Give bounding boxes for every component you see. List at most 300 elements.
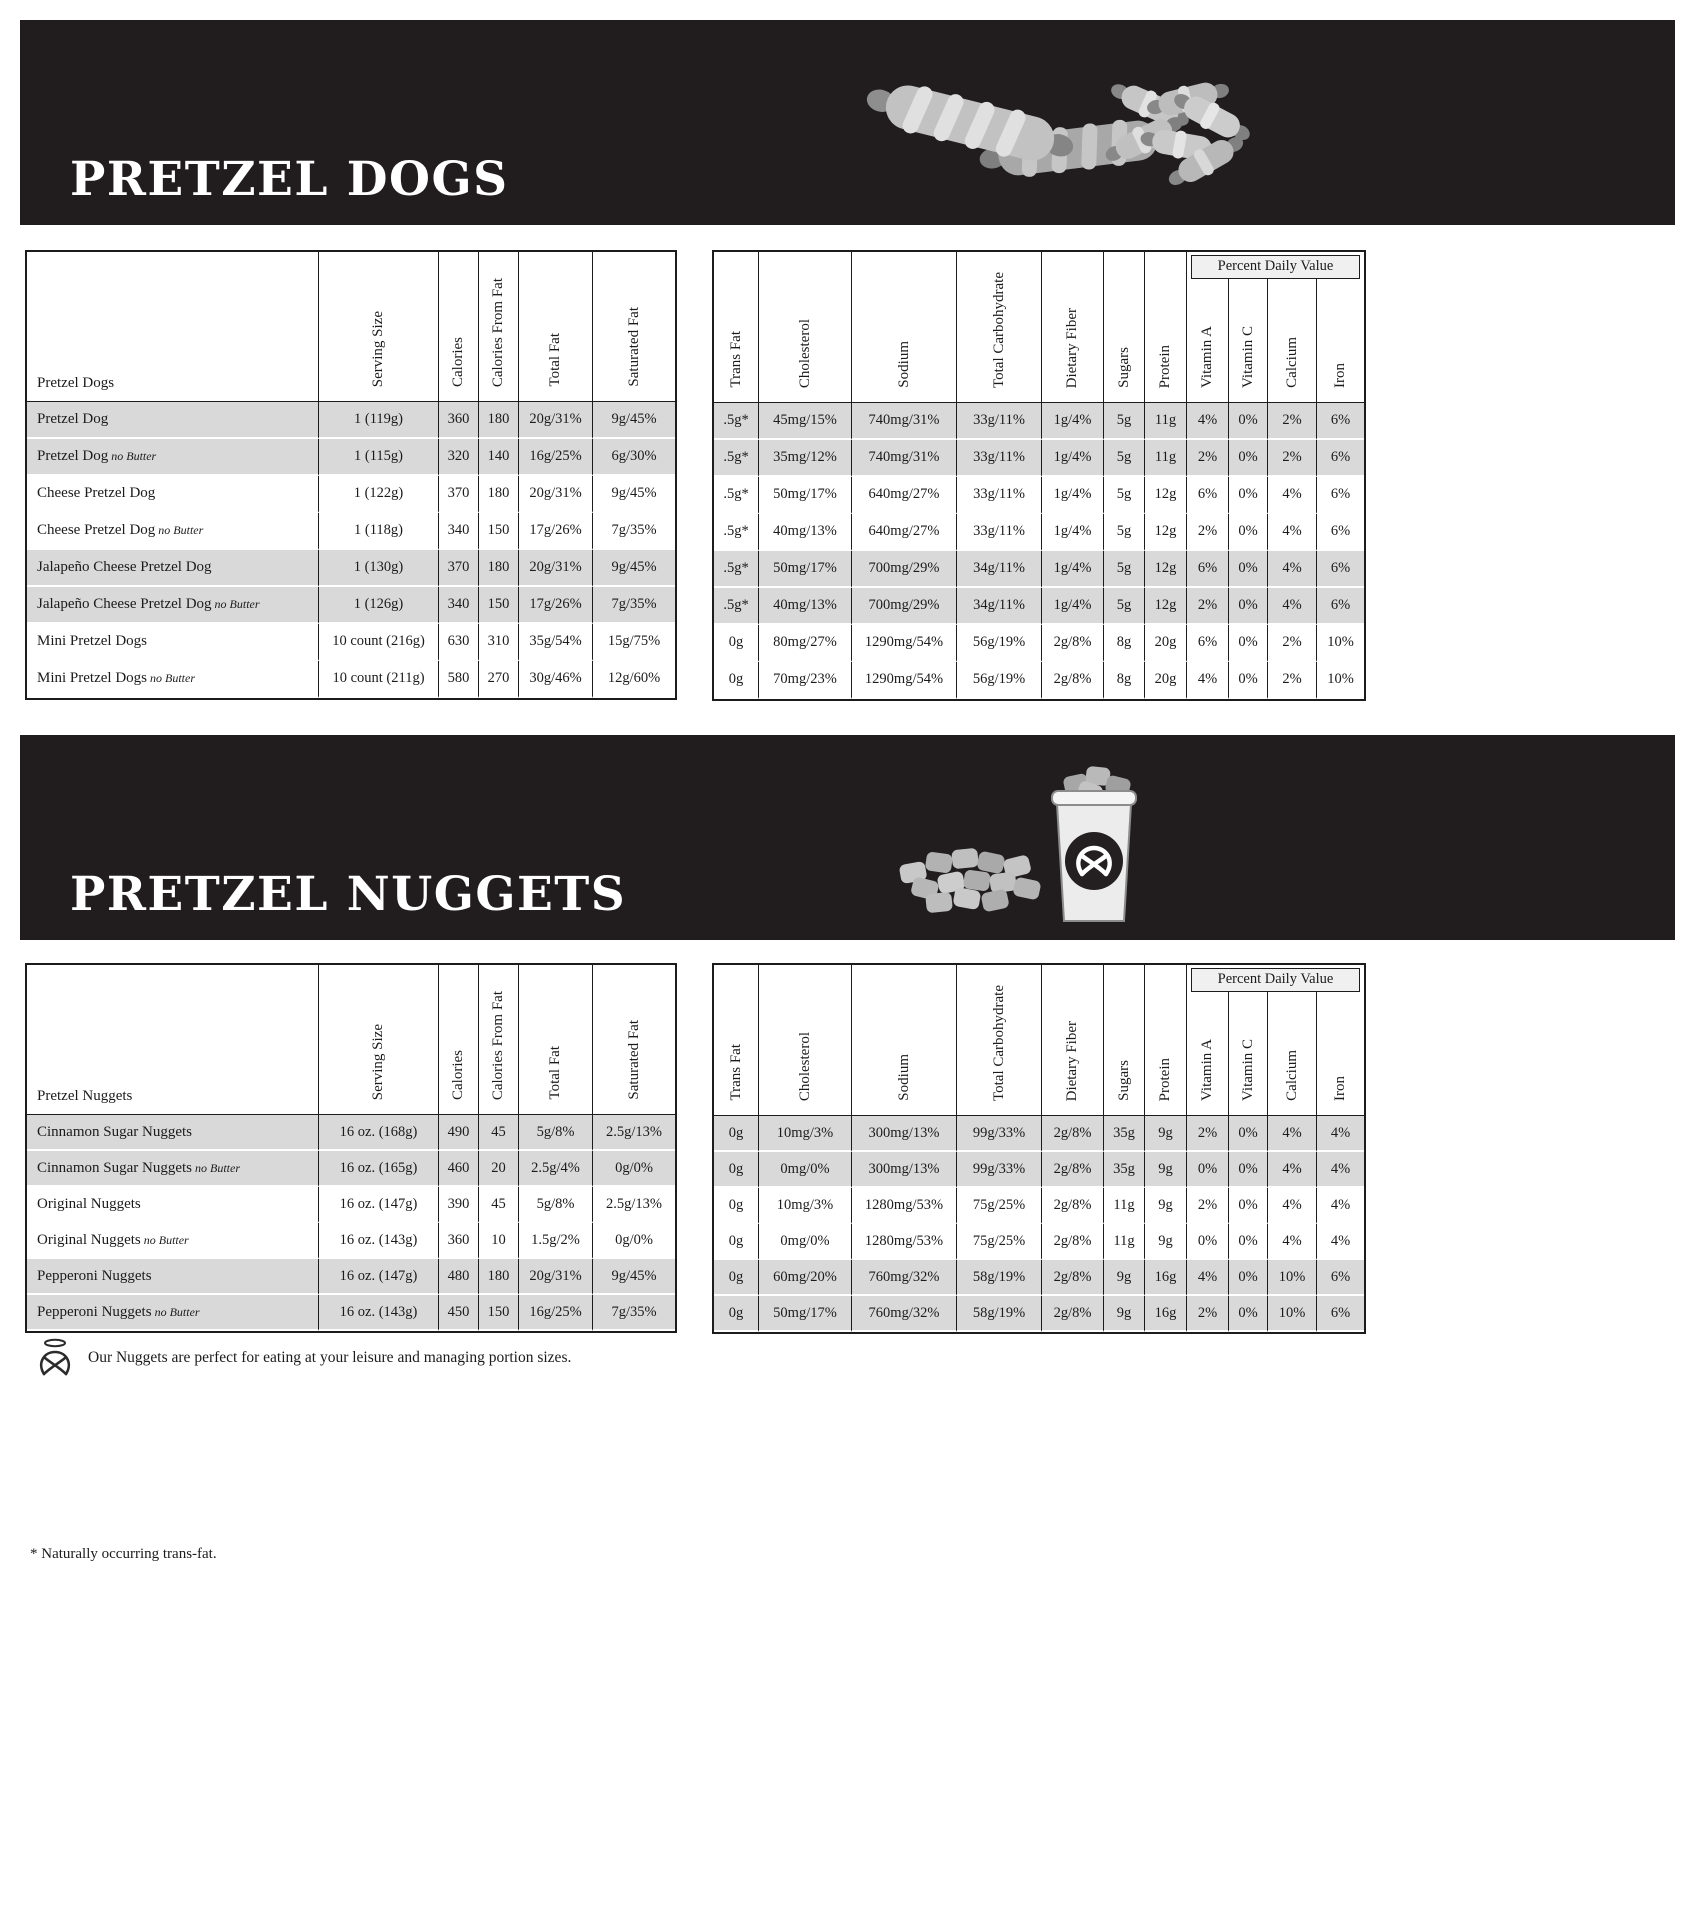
table-label: Pretzel Dogs	[37, 375, 115, 391]
value-cell: 16 oz. (168g)	[319, 1115, 439, 1151]
value-cell: 16g/25%	[519, 439, 593, 476]
value-cell: 1g/4%	[1042, 477, 1104, 514]
table-head	[714, 965, 1364, 1116]
value-cell: 34g/11%	[957, 588, 1042, 625]
value-cell: 1280mg/53%	[852, 1188, 957, 1224]
value-cell: 20g/31%	[519, 402, 593, 439]
pdv-label: Percent Daily Value	[1191, 968, 1360, 992]
value-cell: 5g	[1104, 514, 1145, 551]
value-cell: 740mg/31%	[852, 440, 957, 477]
value-cell: 150	[479, 587, 519, 624]
table-row	[27, 661, 675, 698]
value-cell: 0%	[1229, 551, 1268, 588]
value-cell: 10 count (216g)	[319, 624, 439, 661]
value-cell: 6%	[1317, 1296, 1364, 1332]
pretzel-dogs-tables	[0, 250, 1695, 687]
column-header-label: Sodium	[895, 341, 912, 388]
product-name: Mini Pretzel Dogs	[37, 670, 147, 686]
value-cell: 2g/8%	[1042, 1152, 1104, 1188]
column-header-label: Vitamin C	[1239, 325, 1256, 388]
value-cell: 2%	[1187, 1296, 1229, 1332]
product-name: Original Nuggets	[37, 1195, 141, 1212]
product-name: Jalapeño Cheese Pretzel Dog	[37, 596, 212, 612]
value-cell: 11g	[1104, 1224, 1145, 1260]
value-cell: 370	[439, 550, 479, 587]
product-name: Cinnamon Sugar Nuggets	[37, 1123, 192, 1140]
column-header-label: Sugars	[1115, 1060, 1132, 1101]
value-cell: 12g	[1145, 514, 1187, 551]
column-header	[439, 252, 479, 402]
value-cell: 16 oz. (143g)	[319, 1295, 439, 1331]
value-cell: 6%	[1317, 1260, 1364, 1296]
table-row	[27, 513, 675, 550]
value-cell: 640mg/27%	[852, 514, 957, 551]
value-cell: 15g/75%	[593, 624, 675, 661]
product-name: Jalapeño Cheese Pretzel Dog	[37, 559, 212, 575]
value-cell: 0%	[1229, 1116, 1268, 1152]
value-cell: 0g	[714, 1224, 759, 1260]
header-row	[714, 252, 1364, 279]
value-cell: 9g/45%	[593, 550, 675, 587]
table-row	[714, 1116, 1364, 1152]
value-cell: 150	[479, 1295, 519, 1331]
value-cell: 10mg/3%	[759, 1116, 852, 1152]
product-name-cell	[27, 1295, 319, 1331]
value-cell: 1 (130g)	[319, 550, 439, 587]
product-name: Mini Pretzel Dogs	[37, 633, 147, 649]
pretzel-nuggets-photo	[888, 745, 1168, 937]
table-row	[714, 1188, 1364, 1224]
value-cell: 16 oz. (165g)	[319, 1151, 439, 1187]
value-cell: 6%	[1317, 514, 1364, 551]
product-name-cell	[27, 476, 319, 513]
value-cell: 10%	[1317, 625, 1364, 662]
table-row	[714, 662, 1364, 699]
value-cell: 2.5g/4%	[519, 1151, 593, 1187]
value-cell: 310	[479, 624, 519, 661]
value-cell: 16g	[1145, 1260, 1187, 1296]
pdv-label: Percent Daily Value	[1191, 255, 1360, 279]
column-header-label: Total Fat	[547, 1046, 564, 1100]
value-cell: 0%	[1229, 440, 1268, 477]
column-header-label: Protein	[1157, 1057, 1174, 1101]
header-row	[27, 965, 675, 1115]
column-header	[957, 252, 1042, 403]
trans-fat-footnote: * Naturally occurring trans-fat.	[30, 1546, 217, 1562]
column-header	[714, 965, 759, 1116]
value-cell: 4%	[1268, 514, 1317, 551]
value-cell: 2g/8%	[1042, 1116, 1104, 1152]
table-row	[27, 1295, 675, 1331]
table-row	[714, 1152, 1364, 1188]
column-header	[1229, 992, 1268, 1116]
column-header	[1187, 992, 1229, 1116]
value-cell: 5g/8%	[519, 1187, 593, 1223]
value-cell: 5g/8%	[519, 1115, 593, 1151]
value-cell: 9g	[1145, 1188, 1187, 1224]
value-cell: 12g	[1145, 588, 1187, 625]
value-cell: 2%	[1187, 1116, 1229, 1152]
value-cell: 2%	[1268, 440, 1317, 477]
value-cell: 5g	[1104, 551, 1145, 588]
value-cell: 580	[439, 661, 479, 698]
column-header-label: Saturated Fat	[625, 1020, 642, 1100]
value-cell: 20g	[1145, 662, 1187, 699]
product-name-cell	[27, 624, 319, 661]
product-name: Cheese Pretzel Dog	[37, 522, 156, 538]
value-cell: 50mg/17%	[759, 477, 852, 514]
value-cell: 9g	[1104, 1260, 1145, 1296]
value-cell: 11g	[1145, 403, 1187, 440]
column-header	[1042, 252, 1104, 403]
product-name-cell	[27, 1259, 319, 1295]
column-header	[1104, 965, 1145, 1116]
value-cell: 10%	[1268, 1296, 1317, 1332]
nutrition-table-basic	[25, 250, 677, 700]
table-row	[27, 1115, 675, 1151]
value-cell: 2.5g/13%	[593, 1115, 675, 1151]
value-cell: 45	[479, 1115, 519, 1151]
value-cell: 6%	[1317, 551, 1364, 588]
product-variant: no Butter	[147, 671, 195, 685]
value-cell: 7g/35%	[593, 1295, 675, 1331]
table-row	[714, 514, 1364, 551]
column-header-label: Trans Fat	[727, 1044, 744, 1101]
value-cell: 6g/30%	[593, 439, 675, 476]
value-cell: 640mg/27%	[852, 477, 957, 514]
column-header-label: Vitamin A	[1199, 325, 1216, 388]
value-cell: 35g	[1104, 1116, 1145, 1152]
column-header-label: Iron	[1332, 363, 1349, 388]
product-name-cell	[27, 513, 319, 550]
column-header	[439, 965, 479, 1115]
value-cell: 2%	[1187, 1188, 1229, 1224]
value-cell: 2%	[1268, 403, 1317, 440]
column-header	[1317, 992, 1364, 1116]
value-cell: 0g/0%	[593, 1151, 675, 1187]
value-cell: 10	[479, 1223, 519, 1259]
table-row	[27, 1151, 675, 1187]
value-cell: 490	[439, 1115, 479, 1151]
column-header-label: Dietary Fiber	[1064, 307, 1081, 388]
column-header	[714, 252, 759, 403]
column-header-label: Total Carbohydrate	[990, 985, 1007, 1101]
product-variant: no Butter	[108, 449, 157, 463]
value-cell: 0%	[1187, 1152, 1229, 1188]
table-head	[27, 252, 675, 402]
value-cell: 0%	[1229, 1188, 1268, 1224]
value-cell: 60mg/20%	[759, 1260, 852, 1296]
table-head	[714, 252, 1364, 403]
pdv-header-cell	[1187, 965, 1364, 992]
pretzel-nuggets-tables	[0, 963, 1695, 1321]
value-cell: 10mg/3%	[759, 1188, 852, 1224]
value-cell: 180	[479, 402, 519, 439]
product-name-cell	[27, 1115, 319, 1151]
product-name-cell	[27, 1187, 319, 1223]
value-cell: 2%	[1187, 440, 1229, 477]
value-cell: 20	[479, 1151, 519, 1187]
value-cell: 9g	[1104, 1296, 1145, 1332]
value-cell: 75g/25%	[957, 1224, 1042, 1260]
value-cell: 50mg/17%	[759, 551, 852, 588]
value-cell: 6%	[1317, 403, 1364, 440]
value-cell: 0mg/0%	[759, 1224, 852, 1260]
column-header-label: Iron	[1332, 1076, 1349, 1101]
value-cell: 2%	[1268, 662, 1317, 699]
value-cell: 34g/11%	[957, 551, 1042, 588]
product-variant: no Butter	[151, 1304, 200, 1319]
column-header-label: Protein	[1157, 344, 1174, 388]
value-cell: 10 count (211g)	[319, 661, 439, 698]
value-cell: 11g	[1104, 1188, 1145, 1224]
nugget-pile	[899, 848, 1042, 914]
product-name-cell	[27, 402, 319, 439]
product-name: Pretzel Dog	[37, 411, 109, 427]
value-cell: 9g	[1145, 1116, 1187, 1152]
value-cell: 6%	[1317, 477, 1364, 514]
column-header	[957, 965, 1042, 1116]
column-header-label: Calcium	[1283, 1050, 1300, 1101]
value-cell: 340	[439, 587, 479, 624]
table-row	[27, 1259, 675, 1295]
value-cell: 4%	[1268, 1188, 1317, 1224]
column-header	[759, 965, 852, 1116]
value-cell: .5g*	[714, 440, 759, 477]
value-cell: 4%	[1187, 662, 1229, 699]
pretzel-nuggets-banner	[20, 735, 1675, 940]
value-cell: 5g	[1104, 403, 1145, 440]
value-cell: 9g	[1145, 1152, 1187, 1188]
value-cell: 35g/54%	[519, 624, 593, 661]
column-header	[1268, 279, 1317, 403]
value-cell: 180	[479, 550, 519, 587]
product-variant: no Butter	[140, 1232, 189, 1247]
table-row	[714, 403, 1364, 440]
nuggets-note	[36, 1338, 571, 1378]
value-cell: 7g/35%	[593, 513, 675, 550]
column-header-label: Dietary Fiber	[1064, 1020, 1081, 1101]
value-cell: 45	[479, 1187, 519, 1223]
value-cell: .5g*	[714, 403, 759, 440]
value-cell: 150	[479, 513, 519, 550]
column-header	[1317, 279, 1364, 403]
value-cell: 40mg/13%	[759, 514, 852, 551]
value-cell: 8g	[1104, 625, 1145, 662]
table-label: Pretzel Nuggets	[37, 1088, 133, 1104]
table-row	[714, 625, 1364, 662]
value-cell: 700mg/29%	[852, 551, 957, 588]
value-cell: 50mg/17%	[759, 1296, 852, 1332]
value-cell: 450	[439, 1295, 479, 1331]
table-row	[714, 477, 1364, 514]
value-cell: 1g/4%	[1042, 551, 1104, 588]
value-cell: 270	[479, 661, 519, 698]
column-header-label: Calories From Fat	[490, 990, 507, 1100]
product-name-cell	[27, 550, 319, 587]
value-cell: 2g/8%	[1042, 1260, 1104, 1296]
value-cell: 0g	[714, 1116, 759, 1152]
value-cell: .5g*	[714, 477, 759, 514]
value-cell: 2%	[1187, 514, 1229, 551]
table-row	[714, 440, 1364, 477]
value-cell: 390	[439, 1187, 479, 1223]
value-cell: 0g	[714, 1188, 759, 1224]
column-header	[1145, 252, 1187, 403]
value-cell: 1290mg/54%	[852, 625, 957, 662]
value-cell: 11g	[1145, 440, 1187, 477]
column-header-label: Total Carbohydrate	[990, 272, 1007, 388]
value-cell: 0%	[1229, 1224, 1268, 1260]
product-variant: no Butter	[211, 597, 260, 611]
column-header	[519, 252, 593, 402]
column-header	[479, 252, 519, 402]
value-cell: 0%	[1229, 588, 1268, 625]
value-cell: 0g	[714, 1296, 759, 1332]
pretzel-halo-icon	[36, 1338, 74, 1378]
table-body	[714, 403, 1364, 699]
value-cell: 1280mg/53%	[852, 1224, 957, 1260]
table-row	[27, 1223, 675, 1259]
table-label-cell	[27, 252, 319, 402]
column-header	[1268, 992, 1317, 1116]
value-cell: 360	[439, 402, 479, 439]
column-header	[759, 252, 852, 403]
column-header-label: Vitamin C	[1239, 1038, 1256, 1101]
value-cell: 58g/19%	[957, 1260, 1042, 1296]
column-header-label: Saturated Fat	[625, 307, 642, 387]
value-cell: 16 oz. (147g)	[319, 1187, 439, 1223]
value-cell: 6%	[1317, 440, 1364, 477]
column-header-label: Cholesterol	[796, 1031, 813, 1101]
value-cell: 99g/33%	[957, 1116, 1042, 1152]
value-cell: .5g*	[714, 551, 759, 588]
value-cell: 0%	[1229, 625, 1268, 662]
value-cell: 1 (118g)	[319, 513, 439, 550]
value-cell: 630	[439, 624, 479, 661]
header-row	[27, 252, 675, 402]
value-cell: 20g/31%	[519, 476, 593, 513]
column-header	[593, 965, 675, 1115]
value-cell: 0%	[1229, 662, 1268, 699]
value-cell: 0g	[714, 1260, 759, 1296]
column-header	[593, 252, 675, 402]
value-cell: 2g/8%	[1042, 625, 1104, 662]
value-cell: 9g/45%	[593, 1259, 675, 1295]
column-header-label: Calcium	[1283, 337, 1300, 388]
product-name-cell	[27, 439, 319, 476]
value-cell: 9g/45%	[593, 476, 675, 513]
value-cell: 10%	[1268, 1260, 1317, 1296]
column-header	[479, 965, 519, 1115]
value-cell: 1 (115g)	[319, 439, 439, 476]
value-cell: 33g/11%	[957, 403, 1042, 440]
column-header-label: Trans Fat	[727, 331, 744, 388]
value-cell: 180	[479, 1259, 519, 1295]
pretzel-dogs-banner	[20, 20, 1675, 225]
value-cell: 700mg/29%	[852, 588, 957, 625]
value-cell: 4%	[1268, 1152, 1317, 1188]
table-row	[714, 1260, 1364, 1296]
value-cell: 480	[439, 1259, 479, 1295]
table-row	[27, 402, 675, 439]
value-cell: 370	[439, 476, 479, 513]
value-cell: 12g	[1145, 551, 1187, 588]
value-cell: 360	[439, 1223, 479, 1259]
value-cell: 6%	[1317, 588, 1364, 625]
value-cell: 35g	[1104, 1152, 1145, 1188]
nutrition-table-basic	[25, 963, 677, 1333]
value-cell: 0%	[1187, 1224, 1229, 1260]
product-variant: no Butter	[192, 1160, 240, 1175]
value-cell: 140	[479, 439, 519, 476]
value-cell: 4%	[1268, 1116, 1317, 1152]
table-body	[27, 402, 675, 698]
table-head	[27, 965, 675, 1115]
value-cell: 6%	[1187, 551, 1229, 588]
product-name: Cheese Pretzel Dog	[37, 485, 156, 501]
value-cell: 0%	[1229, 477, 1268, 514]
table-body	[27, 1115, 675, 1331]
value-cell: 56g/19%	[957, 662, 1042, 699]
value-cell: 180	[479, 476, 519, 513]
product-name: Cinnamon Sugar Nuggets	[37, 1159, 192, 1176]
value-cell: 1.5g/2%	[519, 1223, 593, 1259]
value-cell: 5g	[1104, 588, 1145, 625]
value-cell: 0g	[714, 662, 759, 699]
value-cell: 2g/8%	[1042, 662, 1104, 699]
value-cell: 12g	[1145, 477, 1187, 514]
value-cell: 33g/11%	[957, 514, 1042, 551]
value-cell: 300mg/13%	[852, 1116, 957, 1152]
value-cell: 80mg/27%	[759, 625, 852, 662]
section-title-pretzel-dogs: PRETZEL DOGS	[70, 152, 509, 207]
column-header-label: Total Fat	[547, 333, 564, 387]
column-header-label: Sodium	[895, 1054, 912, 1101]
value-cell: 40mg/13%	[759, 588, 852, 625]
product-name-cell	[27, 1223, 319, 1259]
value-cell: 16 oz. (143g)	[319, 1223, 439, 1259]
value-cell: 16g/25%	[519, 1295, 593, 1331]
pdv-header-cell	[1187, 252, 1364, 279]
column-header-label: Calories From Fat	[490, 277, 507, 387]
column-header-label: Serving Size	[370, 1023, 387, 1100]
value-cell: 0g/0%	[593, 1223, 675, 1259]
value-cell: 0%	[1229, 1152, 1268, 1188]
product-name: Pretzel Dog	[37, 448, 109, 464]
value-cell: 2g/8%	[1042, 1224, 1104, 1260]
value-cell: 4%	[1187, 403, 1229, 440]
value-cell: 33g/11%	[957, 440, 1042, 477]
column-header	[1145, 965, 1187, 1116]
value-cell: 4%	[1317, 1116, 1364, 1152]
column-header-label: Vitamin A	[1199, 1038, 1216, 1101]
value-cell: 340	[439, 513, 479, 550]
value-cell: 6%	[1187, 625, 1229, 662]
table-row	[27, 476, 675, 513]
value-cell: 20g/31%	[519, 550, 593, 587]
value-cell: 10%	[1317, 662, 1364, 699]
value-cell: 9g	[1145, 1224, 1187, 1260]
value-cell: 1 (126g)	[319, 587, 439, 624]
section-title-pretzel-nuggets: PRETZEL NUGGETS	[70, 867, 627, 922]
value-cell: 0g	[714, 625, 759, 662]
value-cell: 20g	[1145, 625, 1187, 662]
value-cell: 1 (122g)	[319, 476, 439, 513]
value-cell: 99g/33%	[957, 1152, 1042, 1188]
value-cell: 75g/25%	[957, 1188, 1042, 1224]
value-cell: 460	[439, 1151, 479, 1187]
